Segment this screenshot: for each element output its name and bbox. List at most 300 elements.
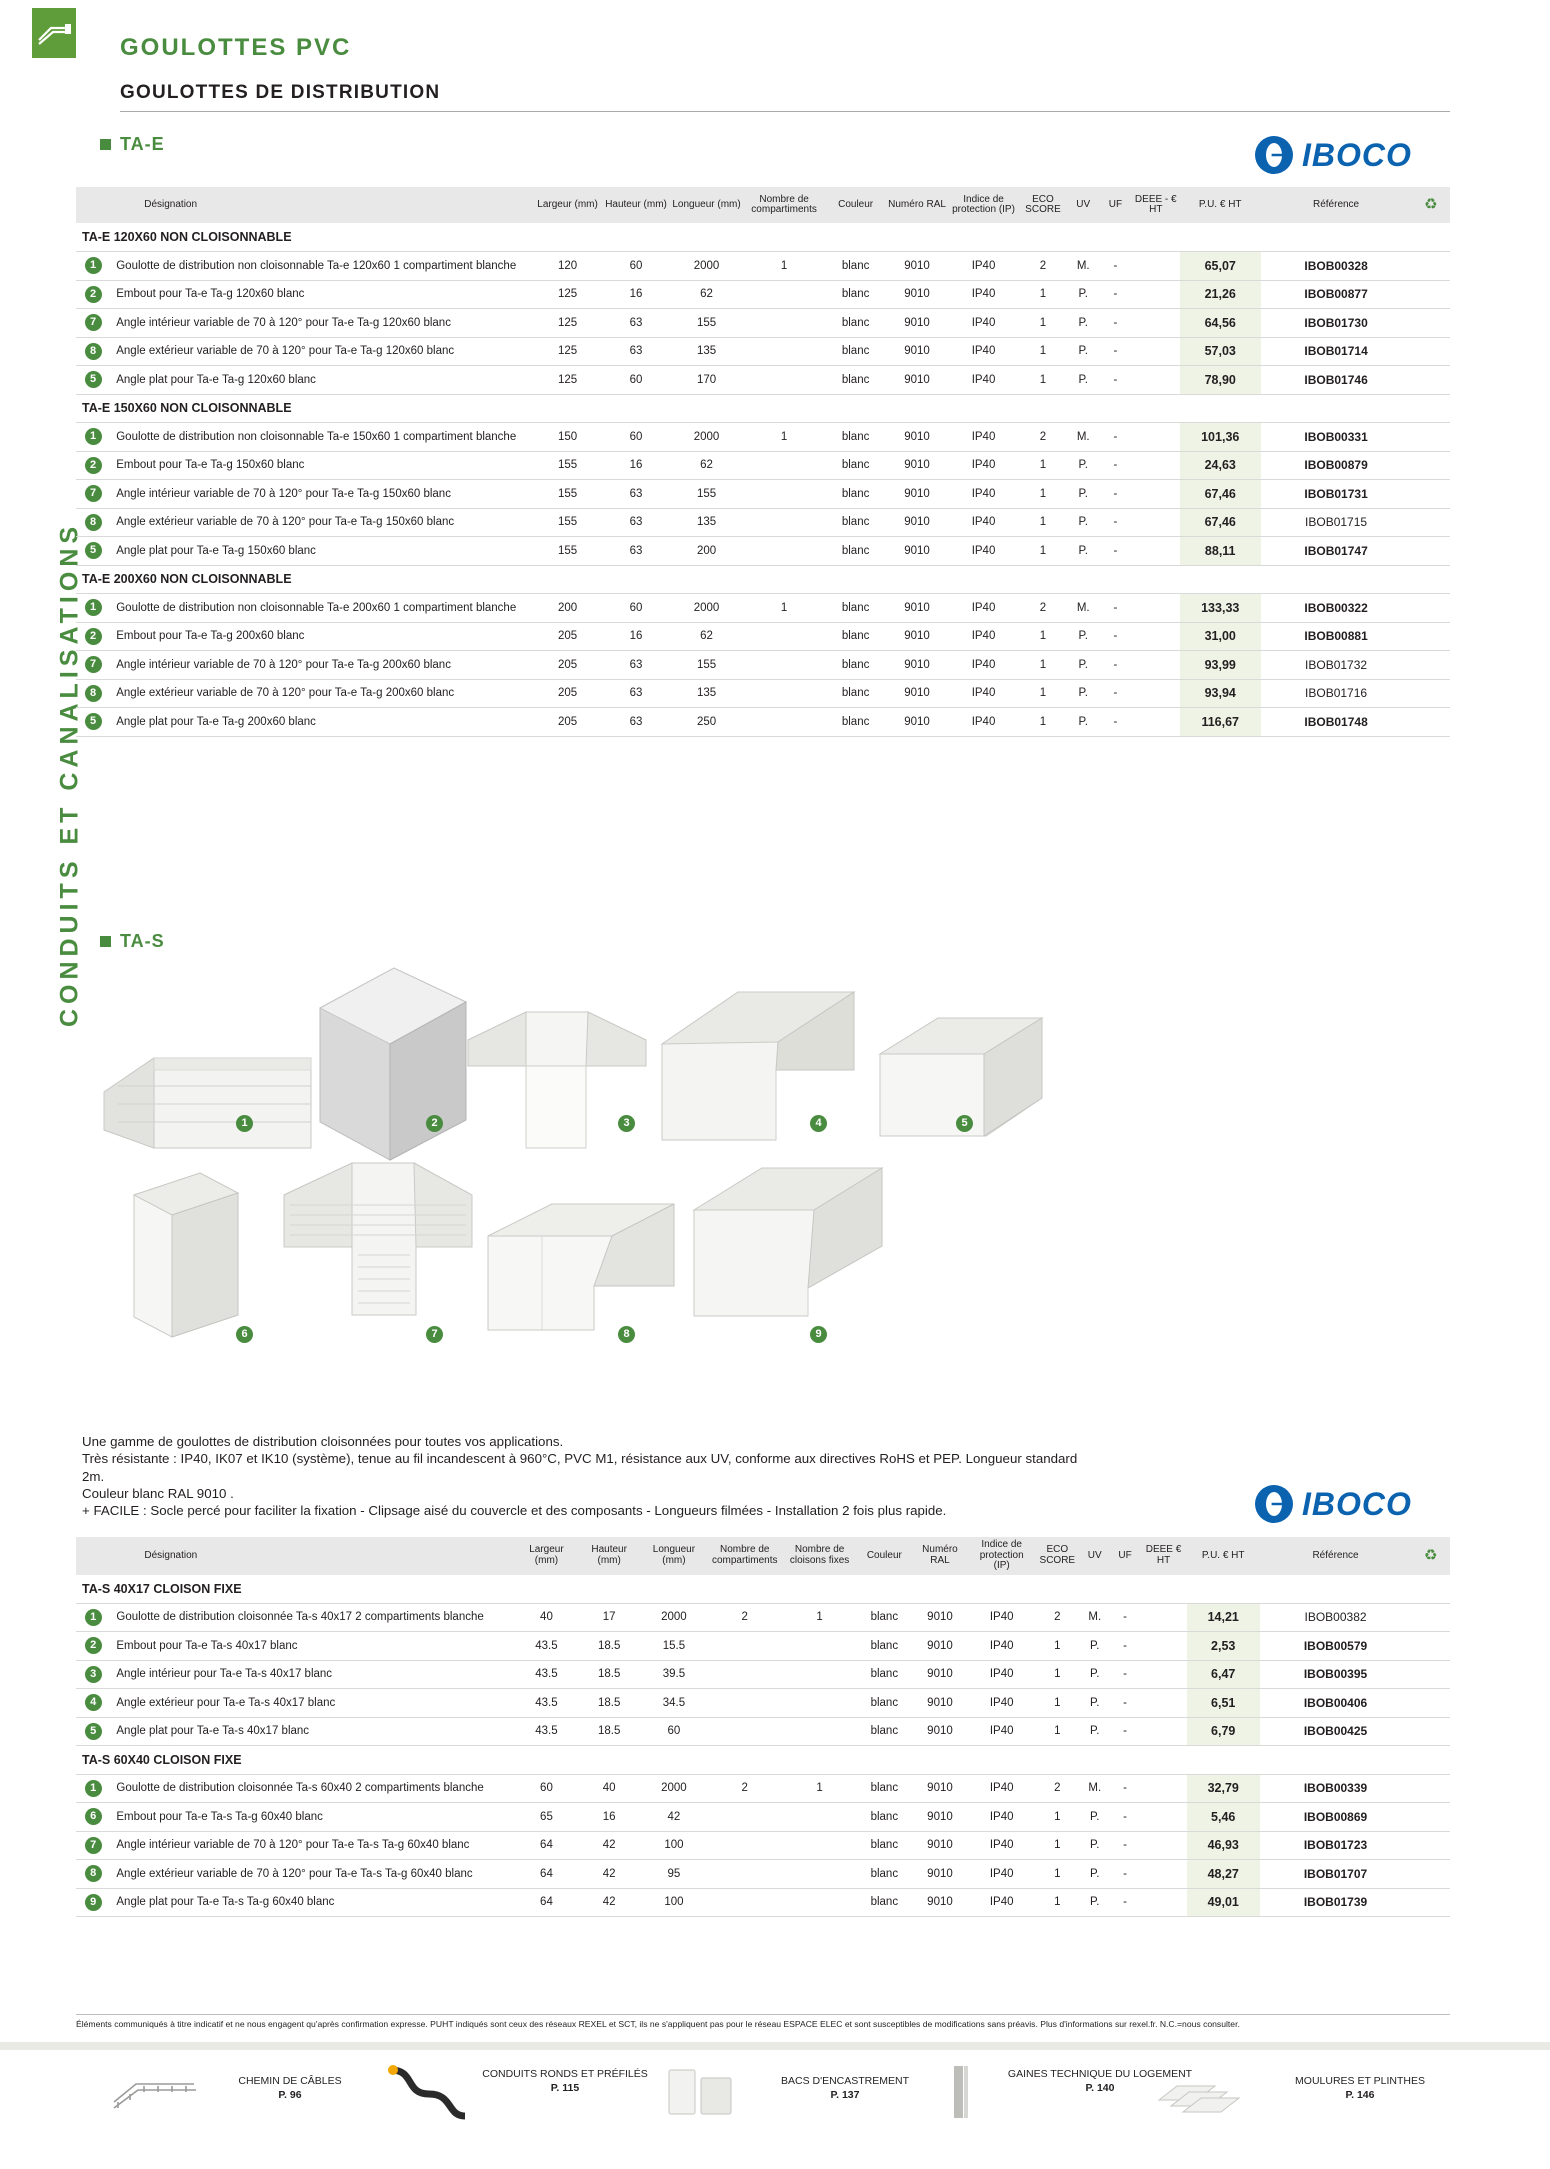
cell-designation: Angle plat pour Ta-e Ta-g 200x60 blanc xyxy=(110,708,533,737)
cell-uf: - xyxy=(1099,622,1131,651)
product-image-7 xyxy=(266,1155,486,1345)
th-pu: P.U. € HT xyxy=(1201,1549,1245,1561)
table-row[interactable] xyxy=(76,480,1450,509)
cell-couleur: blanc xyxy=(825,679,885,708)
page-title: GOULOTTES PVC xyxy=(120,34,352,61)
cell-designation: Angle intérieur variable de 70 à 120° pour Ta-e Ta-s Ta-g 60x40 blanc xyxy=(110,1831,515,1860)
cell-uf: - xyxy=(1099,651,1131,680)
cell-designation: Goulotte de distribution non cloisonnable Ta-e 120x60 1 compartiment blanche xyxy=(110,252,533,281)
cell-deee xyxy=(1140,1632,1187,1661)
row-bullet: 7 xyxy=(76,1831,110,1860)
cell-longueur: 95 xyxy=(641,1860,708,1889)
cell-largeur: 64 xyxy=(515,1888,578,1917)
cell-ecoscore: 1 xyxy=(1019,309,1067,338)
th-longueur: Longueur (mm) xyxy=(672,198,741,210)
cell-ral: 9010 xyxy=(886,280,948,309)
cell-uf: - xyxy=(1110,1632,1140,1661)
cell-ip: IP40 xyxy=(948,622,1019,651)
table-row[interactable] xyxy=(76,508,1450,537)
table-row[interactable] xyxy=(76,252,1450,281)
th-largeur: Largeur (mm) xyxy=(529,1544,564,1566)
table-row[interactable] xyxy=(76,1689,1450,1718)
cell-couleur: blanc xyxy=(825,622,885,651)
table-row[interactable] xyxy=(76,423,1450,452)
cell-uv: P. xyxy=(1080,1689,1110,1718)
cell-deee xyxy=(1132,480,1180,509)
cell-longueur: 62 xyxy=(670,622,743,651)
cell-deee xyxy=(1140,1689,1187,1718)
legal-footnote: Éléments communiqués à titre indicatif et ne nous engagent qu'après confirmation expresse. PUHT indiqués sont ceux des réseaux REXEL et SCT, ils ne s'appliquent pas pour le réseau ESPACE ELEC et sont susceptibles de modifications sans préavis. Plus d'informations sur rexel.fr. N.C.=nous consulter. xyxy=(76,2014,1450,2029)
bottom-nav-item-4[interactable] xyxy=(1260,2075,1460,2102)
cell-reference: IBOB00331 xyxy=(1261,423,1412,452)
cell-compartiments xyxy=(743,679,826,708)
cell-uv: M. xyxy=(1067,252,1099,281)
cell-reference: IBOB00869 xyxy=(1260,1803,1412,1832)
cell-prix: 93,99 xyxy=(1180,651,1261,680)
cell-longueur: 2000 xyxy=(641,1774,708,1803)
cell-recycle xyxy=(1411,1603,1450,1632)
cell-cloisons: 1 xyxy=(782,1603,857,1632)
cell-uv: P. xyxy=(1067,366,1099,395)
cell-ral: 9010 xyxy=(886,594,948,623)
cell-prix: 6,79 xyxy=(1187,1717,1260,1746)
cell-cloisons xyxy=(782,1860,857,1889)
th-ral: Numéro RAL xyxy=(922,1544,958,1566)
cell-recycle xyxy=(1412,252,1450,281)
section-label-ta-e: TA-E xyxy=(100,133,165,155)
table-group-header xyxy=(76,1575,1450,1604)
cell-ral: 9010 xyxy=(912,1603,969,1632)
cell-ip: IP40 xyxy=(968,1831,1035,1860)
cell-ecoscore: 2 xyxy=(1035,1774,1080,1803)
table-row[interactable] xyxy=(76,594,1450,623)
cell-ip: IP40 xyxy=(948,451,1019,480)
cell-ral: 9010 xyxy=(886,651,948,680)
cell-cloisons xyxy=(782,1831,857,1860)
cell-uf: - xyxy=(1099,508,1131,537)
cell-reference: IBOB01707 xyxy=(1260,1860,1412,1889)
cell-uv: M. xyxy=(1080,1774,1110,1803)
row-bullet: 5 xyxy=(76,708,110,737)
cell-compartiments xyxy=(743,508,826,537)
cell-ip: IP40 xyxy=(948,708,1019,737)
cell-hauteur: 60 xyxy=(602,252,670,281)
cell-longueur: 39.5 xyxy=(641,1660,708,1689)
cell-prix: 31,00 xyxy=(1180,622,1261,651)
table-row[interactable] xyxy=(76,451,1450,480)
cell-prix: 48,27 xyxy=(1187,1860,1260,1889)
cell-designation: Embout pour Ta-e Ta-s 40x17 blanc xyxy=(110,1632,515,1661)
cell-hauteur: 63 xyxy=(602,508,670,537)
cell-prix: 64,56 xyxy=(1180,309,1261,338)
desc-line-3: Couleur blanc RAL 9010 . xyxy=(82,1485,234,1501)
cell-ip: IP40 xyxy=(948,309,1019,338)
cell-uv: P. xyxy=(1067,708,1099,737)
cell-recycle xyxy=(1412,594,1450,623)
cell-ral: 9010 xyxy=(886,679,948,708)
iboco-mark-icon xyxy=(1255,1485,1293,1523)
cell-prix: 116,67 xyxy=(1180,708,1261,737)
cell-prix: 93,94 xyxy=(1180,679,1261,708)
cell-prix: 21,26 xyxy=(1180,280,1261,309)
cell-reference: IBOB01714 xyxy=(1261,337,1412,366)
cell-ecoscore: 1 xyxy=(1019,651,1067,680)
cell-uf: - xyxy=(1110,1603,1140,1632)
bottom-nav-label-4: MOULURES ET PLINTHES xyxy=(1295,2075,1425,2087)
cell-cloisons xyxy=(782,1660,857,1689)
cell-ral: 9010 xyxy=(912,1831,969,1860)
cell-reference: IBOB00879 xyxy=(1261,451,1412,480)
cell-compartiments xyxy=(743,708,826,737)
cell-ral: 9010 xyxy=(886,451,948,480)
table-row[interactable] xyxy=(76,366,1450,395)
iboco-wordmark: IBOCO xyxy=(1302,1485,1412,1522)
cell-designation: Goulotte de distribution non cloisonnable Ta-e 150x60 1 compartiment blanche xyxy=(110,423,533,452)
cell-ip: IP40 xyxy=(948,480,1019,509)
cell-largeur: 125 xyxy=(533,280,601,309)
cell-uv: P. xyxy=(1080,1888,1110,1917)
photo-label-4: 4 xyxy=(810,1115,827,1132)
cell-designation: Embout pour Ta-e Ta-g 150x60 blanc xyxy=(110,451,533,480)
table-row[interactable] xyxy=(76,1603,1450,1632)
bottom-nav-label-3: GAINES TECHNIQUE DU LOGEMENT xyxy=(1007,2068,1193,2080)
th-ral: Numéro RAL xyxy=(888,198,946,210)
th-deee: DEEE € HT xyxy=(1145,1544,1182,1566)
cell-recycle xyxy=(1411,1660,1450,1689)
photo-label-1: 1 xyxy=(236,1115,253,1132)
th-cloisons: Nombre de cloisons fixes xyxy=(789,1544,850,1566)
table-body xyxy=(76,1575,1450,1917)
cell-prix: 2,53 xyxy=(1187,1632,1260,1661)
cell-ral: 9010 xyxy=(912,1689,969,1718)
cell-ip: IP40 xyxy=(968,1803,1035,1832)
cell-largeur: 205 xyxy=(533,622,601,651)
th-hauteur: Hauteur (mm) xyxy=(605,198,667,210)
cell-ral: 9010 xyxy=(912,1717,969,1746)
table-row[interactable] xyxy=(76,622,1450,651)
cell-ral: 9010 xyxy=(886,423,948,452)
cell-longueur: 42 xyxy=(641,1803,708,1832)
cell-deee xyxy=(1132,252,1180,281)
iboco-wordmark: IBOCO xyxy=(1302,136,1412,173)
cell-ecoscore: 1 xyxy=(1035,1689,1080,1718)
product-image-8 xyxy=(472,1190,692,1350)
cell-reference: IBOB00579 xyxy=(1260,1632,1412,1661)
table-row[interactable] xyxy=(76,1888,1450,1917)
row-bullet: 3 xyxy=(76,1660,110,1689)
cell-recycle xyxy=(1411,1860,1450,1889)
cell-reference: IBOB01715 xyxy=(1261,508,1412,537)
cell-recycle xyxy=(1412,423,1450,452)
cell-hauteur: 60 xyxy=(602,594,670,623)
cell-uf: - xyxy=(1099,366,1131,395)
cell-ecoscore: 1 xyxy=(1019,679,1067,708)
table-row[interactable] xyxy=(76,679,1450,708)
cell-largeur: 43.5 xyxy=(515,1717,578,1746)
row-bullet: 7 xyxy=(76,651,110,680)
cell-uf: - xyxy=(1110,1660,1140,1689)
cell-uf: - xyxy=(1110,1803,1140,1832)
cell-reference: IBOB00406 xyxy=(1260,1689,1412,1718)
cell-longueur: 155 xyxy=(670,309,743,338)
cell-longueur: 2000 xyxy=(670,252,743,281)
cell-prix: 46,93 xyxy=(1187,1831,1260,1860)
cell-deee xyxy=(1140,1888,1187,1917)
cell-deee xyxy=(1140,1831,1187,1860)
cell-longueur: 100 xyxy=(641,1888,708,1917)
th-deee: DEEE - € HT xyxy=(1134,193,1177,215)
cell-largeur: 43.5 xyxy=(515,1632,578,1661)
product-image-4 xyxy=(648,974,868,1164)
cell-reference: IBOB01731 xyxy=(1261,480,1412,509)
cell-hauteur: 60 xyxy=(602,366,670,395)
table-row[interactable] xyxy=(76,280,1450,309)
cell-recycle xyxy=(1412,309,1450,338)
cell-reference: IBOB01748 xyxy=(1261,708,1412,737)
table-row[interactable] xyxy=(76,1717,1450,1746)
cell-largeur: 43.5 xyxy=(515,1689,578,1718)
cell-hauteur: 63 xyxy=(602,537,670,566)
cell-prix: 24,63 xyxy=(1180,451,1261,480)
th-ecoscore: ECO SCORE xyxy=(1025,193,1061,215)
cell-designation: Angle extérieur pour Ta-e Ta-s 40x17 blanc xyxy=(110,1689,515,1718)
cell-ecoscore: 1 xyxy=(1019,622,1067,651)
cell-designation: Embout pour Ta-e Ta-g 120x60 blanc xyxy=(110,280,533,309)
cell-designation: Goulotte de distribution cloisonnée Ta-s 40x17 2 compartiments blanche xyxy=(110,1603,515,1632)
photo-label-6: 6 xyxy=(236,1326,253,1343)
cell-ecoscore: 2 xyxy=(1019,252,1067,281)
cell-couleur: blanc xyxy=(857,1603,912,1632)
cell-recycle xyxy=(1411,1632,1450,1661)
cell-ral: 9010 xyxy=(912,1860,969,1889)
cell-compartiments xyxy=(743,651,826,680)
cell-recycle xyxy=(1412,280,1450,309)
cell-hauteur: 16 xyxy=(578,1803,641,1832)
cell-uf: - xyxy=(1099,423,1131,452)
section-label-ta-s: TA-S xyxy=(100,930,165,952)
cell-longueur: 2000 xyxy=(670,594,743,623)
cell-uf: - xyxy=(1110,1774,1140,1803)
cell-ecoscore: 1 xyxy=(1019,508,1067,537)
cell-cloisons: 1 xyxy=(782,1774,857,1803)
cell-hauteur: 18.5 xyxy=(578,1660,641,1689)
thumb-gaines-technique-icon xyxy=(930,2062,990,2122)
row-bullet: 2 xyxy=(76,451,110,480)
cell-recycle xyxy=(1412,622,1450,651)
cell-couleur: blanc xyxy=(825,708,885,737)
row-bullet: 1 xyxy=(76,1603,110,1632)
cell-ip: IP40 xyxy=(948,537,1019,566)
cell-recycle xyxy=(1412,366,1450,395)
cell-largeur: 120 xyxy=(533,252,601,281)
photo-label-3: 3 xyxy=(618,1115,635,1132)
cell-uv: P. xyxy=(1080,1717,1110,1746)
bottom-nav-item-2[interactable] xyxy=(745,2075,945,2102)
th-designation: Désignation xyxy=(144,1549,198,1561)
bottom-nav-label-2: BACS D'ENCASTREMENT xyxy=(780,2075,910,2087)
table-row[interactable] xyxy=(76,309,1450,338)
cell-designation: Goulotte de distribution cloisonnée Ta-s 60x40 2 compartiments blanche xyxy=(110,1774,515,1803)
cell-prix: 88,11 xyxy=(1180,537,1261,566)
bottom-nav-page-1: P. 115 xyxy=(550,2081,580,2094)
row-bullet: 5 xyxy=(76,537,110,566)
cell-uf: - xyxy=(1110,1860,1140,1889)
cell-ral: 9010 xyxy=(912,1803,969,1832)
table-row[interactable] xyxy=(76,1774,1450,1803)
cell-uf: - xyxy=(1099,708,1131,737)
cell-longueur: 155 xyxy=(670,651,743,680)
cell-uv: P. xyxy=(1080,1803,1110,1832)
cell-ecoscore: 1 xyxy=(1035,1888,1080,1917)
cell-deee xyxy=(1132,366,1180,395)
thumb-moulures-plinthes-icon xyxy=(1155,2070,1251,2116)
cell-ral: 9010 xyxy=(912,1632,969,1661)
cell-uf: - xyxy=(1099,451,1131,480)
row-bullet: 2 xyxy=(76,622,110,651)
th-compartiments: Nombre de compartiments xyxy=(711,1544,778,1566)
bottom-nav-item-1[interactable] xyxy=(480,2068,650,2095)
cell-ip: IP40 xyxy=(948,252,1019,281)
cell-longueur: 200 xyxy=(670,537,743,566)
cell-hauteur: 42 xyxy=(578,1831,641,1860)
cell-uv: P. xyxy=(1080,1860,1110,1889)
cell-compartiments: 2 xyxy=(707,1774,782,1803)
cell-couleur: blanc xyxy=(825,252,885,281)
cell-largeur: 125 xyxy=(533,309,601,338)
th-uf: UF xyxy=(1118,1549,1132,1561)
table-row[interactable] xyxy=(76,1803,1450,1832)
product-image-5 xyxy=(866,1006,1056,1156)
cell-couleur: blanc xyxy=(825,451,885,480)
cell-compartiments xyxy=(743,622,826,651)
table-row[interactable] xyxy=(76,1831,1450,1860)
cell-longueur: 135 xyxy=(670,679,743,708)
cell-uv: P. xyxy=(1067,508,1099,537)
cell-uf: - xyxy=(1110,1888,1140,1917)
product-photos xyxy=(76,960,1450,1430)
cell-longueur: 250 xyxy=(670,708,743,737)
table-row[interactable] xyxy=(76,537,1450,566)
table-row[interactable] xyxy=(76,1860,1450,1889)
cell-ip: IP40 xyxy=(948,366,1019,395)
cell-uv: P. xyxy=(1080,1660,1110,1689)
cell-ip: IP40 xyxy=(948,651,1019,680)
th-designation: Désignation xyxy=(144,198,198,210)
cell-ip: IP40 xyxy=(948,679,1019,708)
cell-deee xyxy=(1132,679,1180,708)
cell-designation: Goulotte de distribution non cloisonnable Ta-e 200x60 1 compartiment blanche xyxy=(110,594,533,623)
cell-reference: IBOB01730 xyxy=(1261,309,1412,338)
left-sidebar-band xyxy=(0,0,84,2094)
cell-uv: P. xyxy=(1067,337,1099,366)
table-row[interactable] xyxy=(76,708,1450,737)
bottom-navigation xyxy=(0,2050,1550,2169)
cell-longueur: 15.5 xyxy=(641,1632,708,1661)
bottom-nav-item-0[interactable] xyxy=(210,2075,370,2102)
table-row[interactable] xyxy=(76,651,1450,680)
cell-uv: P. xyxy=(1067,280,1099,309)
th-ecoscore: ECO SCORE xyxy=(1039,1544,1076,1566)
th-bullet xyxy=(76,187,110,223)
product-image-1 xyxy=(96,1040,316,1170)
cell-couleur: blanc xyxy=(825,651,885,680)
recycle-icon: ♻ xyxy=(1423,1546,1438,1564)
photo-label-2: 2 xyxy=(426,1115,443,1132)
table-body xyxy=(76,223,1450,736)
cell-ral: 9010 xyxy=(886,366,948,395)
cell-prix: 5,46 xyxy=(1187,1803,1260,1832)
cell-prix: 6,51 xyxy=(1187,1689,1260,1718)
products-table-ta-e xyxy=(76,187,1450,737)
cell-prix: 133,33 xyxy=(1180,594,1261,623)
cell-ecoscore: 1 xyxy=(1035,1717,1080,1746)
product-image-3 xyxy=(456,1000,656,1170)
cell-ip: IP40 xyxy=(968,1717,1035,1746)
cell-compartiments xyxy=(707,1803,782,1832)
cell-ip: IP40 xyxy=(948,423,1019,452)
cell-compartiments xyxy=(707,1689,782,1718)
row-bullet: 8 xyxy=(76,508,110,537)
cell-hauteur: 18.5 xyxy=(578,1717,641,1746)
table-row[interactable] xyxy=(76,337,1450,366)
desc-line-1: Une gamme de goulottes de distribution cloisonnées pour toutes vos applications. xyxy=(82,1434,564,1449)
cell-compartiments xyxy=(707,1831,782,1860)
cell-recycle xyxy=(1412,337,1450,366)
row-bullet: 5 xyxy=(76,366,110,395)
bottom-nav-label-1: CONDUITS RONDS ET PRÉFILÉS xyxy=(482,2068,648,2080)
cell-longueur: 170 xyxy=(670,366,743,395)
cell-recycle xyxy=(1411,1689,1450,1718)
cell-ecoscore: 1 xyxy=(1019,280,1067,309)
cell-couleur: blanc xyxy=(857,1774,912,1803)
photo-label-7: 7 xyxy=(426,1326,443,1343)
cell-hauteur: 40 xyxy=(578,1774,641,1803)
cell-couleur: blanc xyxy=(825,337,885,366)
desc-line-4: + FACILE : Socle percé pour faciliter la fixation - Clipsage aisé du couvercle et des composants - Longueurs filmées - Installation 2 fois plus rapide. xyxy=(82,1503,947,1519)
cell-prix: 101,36 xyxy=(1180,423,1261,452)
cell-deee xyxy=(1132,622,1180,651)
cell-compartiments xyxy=(743,309,826,338)
cell-ecoscore: 2 xyxy=(1019,594,1067,623)
cell-designation: Embout pour Ta-e Ta-g 200x60 blanc xyxy=(110,622,533,651)
row-bullet: 1 xyxy=(76,423,110,452)
cell-reference: IBOB00425 xyxy=(1260,1717,1412,1746)
cell-ip: IP40 xyxy=(948,508,1019,537)
cell-ral: 9010 xyxy=(886,508,948,537)
cell-ral: 9010 xyxy=(886,309,948,338)
cell-ip: IP40 xyxy=(948,337,1019,366)
table-header-row xyxy=(76,1537,1450,1575)
cell-ecoscore: 1 xyxy=(1019,537,1067,566)
cell-deee xyxy=(1132,337,1180,366)
row-bullet: 9 xyxy=(76,1888,110,1917)
cell-compartiments xyxy=(743,480,826,509)
group-title: TA-E 200X60 NON CLOISONNABLE xyxy=(76,565,1450,594)
cell-couleur: blanc xyxy=(825,423,885,452)
cell-ral: 9010 xyxy=(886,622,948,651)
cell-recycle xyxy=(1412,537,1450,566)
cell-hauteur: 16 xyxy=(602,280,670,309)
cell-cloisons xyxy=(782,1632,857,1661)
cell-reference: IBOB00322 xyxy=(1261,594,1412,623)
cell-largeur: 64 xyxy=(515,1860,578,1889)
chapter-title: CONDUITS ET CANALISATIONS xyxy=(55,521,84,1028)
table-row[interactable] xyxy=(76,1660,1450,1689)
bullet-square-icon xyxy=(100,139,111,150)
cell-deee xyxy=(1140,1603,1187,1632)
table-row[interactable] xyxy=(76,1632,1450,1661)
cell-largeur: 205 xyxy=(533,679,601,708)
